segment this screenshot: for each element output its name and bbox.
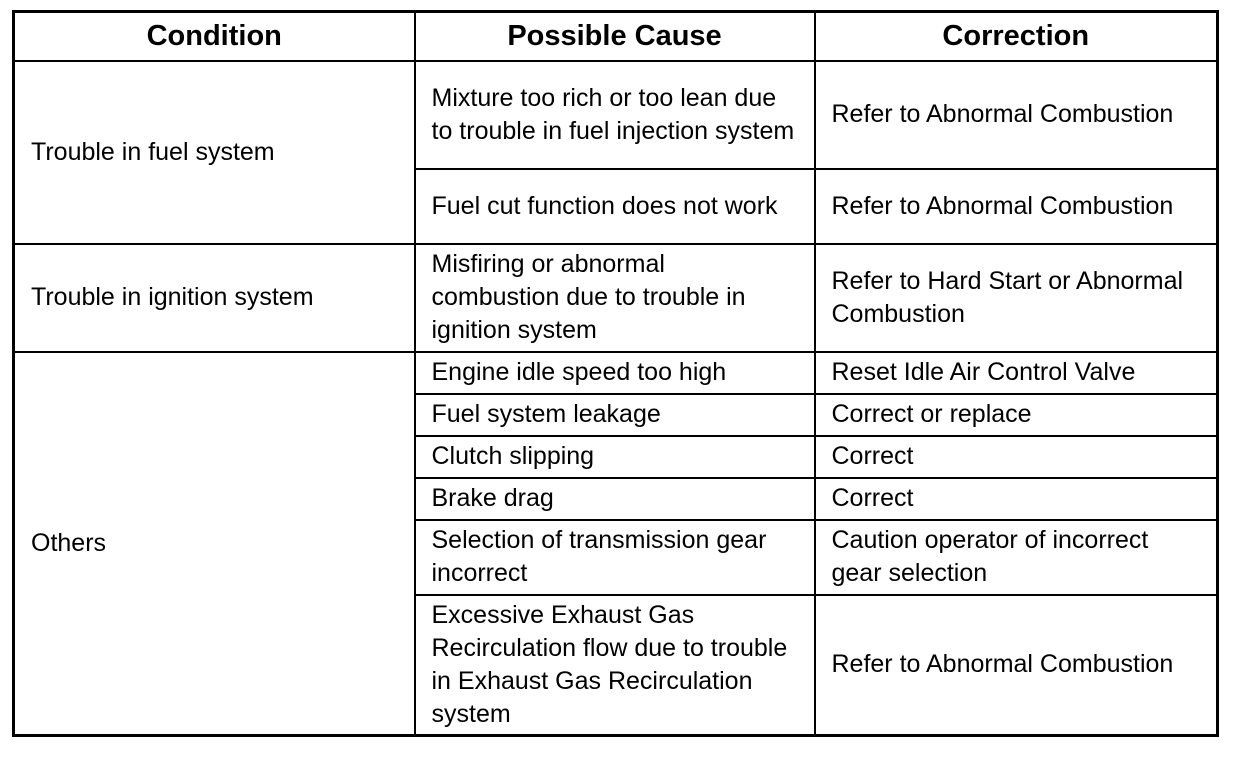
condition-cell: Trouble in fuel system — [14, 61, 415, 244]
correction-cell: Refer to Abnormal Combustion — [815, 595, 1218, 736]
correction-cell: Caution operator of incorrect gear selection — [815, 520, 1218, 595]
header-condition: Condition — [14, 12, 415, 61]
cause-cell: Selection of transmission gear incorrect — [415, 520, 815, 595]
header-correction: Correction — [815, 12, 1218, 61]
condition-cell: Trouble in ignition system — [14, 244, 415, 352]
cause-cell: Misfiring or abnormal combustion due to trouble in ignition system — [415, 244, 815, 352]
cause-cell: Brake drag — [415, 478, 815, 520]
table-row — [14, 61, 1218, 169]
cause-cell: Excessive Exhaust Gas Recirculation flow due to trouble in Exhaust Gas Recirculation system — [415, 595, 815, 736]
cause-cell: Mixture too rich or too lean due to trouble in fuel injection system — [415, 61, 815, 169]
cause-cell: Fuel cut function does not work — [415, 169, 815, 244]
correction-cell: Refer to Abnormal Combustion — [815, 169, 1218, 244]
table-row — [14, 352, 1218, 394]
header-row — [14, 12, 1218, 61]
correction-cell: Reset Idle Air Control Valve — [815, 352, 1218, 394]
cause-cell: Clutch slipping — [415, 436, 815, 478]
correction-cell: Refer to Abnormal Combustion — [815, 61, 1218, 169]
cause-cell: Engine idle speed too high — [415, 352, 815, 394]
correction-cell: Correct — [815, 436, 1218, 478]
correction-cell: Refer to Hard Start or Abnormal Combustion — [815, 244, 1218, 352]
correction-cell: Correct or replace — [815, 394, 1218, 436]
condition-cell: Others — [14, 352, 415, 736]
header-possible-cause: Possible Cause — [415, 12, 815, 61]
diagnosis-table — [12, 10, 1219, 737]
cause-cell: Fuel system leakage — [415, 394, 815, 436]
correction-cell: Correct — [815, 478, 1218, 520]
table-row — [14, 244, 1218, 352]
